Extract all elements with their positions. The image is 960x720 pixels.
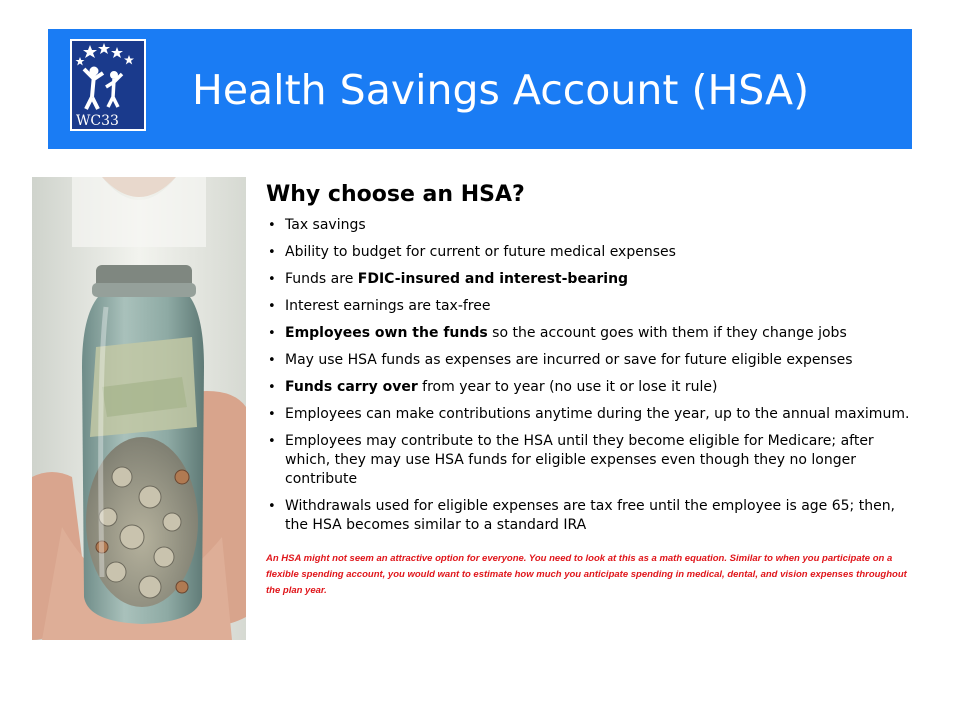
- section-heading: Why choose an HSA?: [266, 182, 525, 207]
- list-item: • Employees may contribute to the HSA until they become eligible for Medicare; after which, they may use HSA funds for eligible expenses even though they no longer contribute: [266, 432, 916, 489]
- list-item: • Employees own the funds so the account goes with them if they change jobs: [266, 324, 916, 343]
- list-item: • Funds carry over from year to year (no use it or lose it rule): [266, 378, 916, 397]
- page-title: Health Savings Account (HSA): [192, 66, 810, 114]
- title-banner: [48, 29, 912, 149]
- list-item: • Tax savings: [266, 216, 916, 235]
- list-item: • Interest earnings are tax-free: [266, 297, 916, 316]
- disclaimer-note: An HSA might not seem an attractive option for everyone. You need to look at this as a math equation. Similar to when you participate on a flexible spending account, you would want to estimate how much you anticipate spending in medical, dental, and vision expenses throughout the plan year.: [266, 553, 907, 596]
- wc33-logo: [70, 39, 146, 131]
- benefits-list: [266, 216, 916, 535]
- jar-of-money-image: [32, 177, 246, 640]
- list-item: • Employees can make contributions anytime during the year, up to the annual maximum.: [266, 405, 916, 424]
- logo-text: WC33: [76, 113, 119, 129]
- content-area: [266, 180, 916, 599]
- list-item: • Funds are FDIC-insured and interest-bearing: [266, 270, 916, 289]
- list-item: • Ability to budget for current or future medical expenses: [266, 243, 916, 262]
- list-item: • Withdrawals used for eligible expenses are tax free until the employee is age 65; then, the HSA becomes similar to a standard IRA: [266, 497, 916, 535]
- list-item: • May use HSA funds as expenses are incurred or save for future eligible expenses: [266, 351, 916, 370]
